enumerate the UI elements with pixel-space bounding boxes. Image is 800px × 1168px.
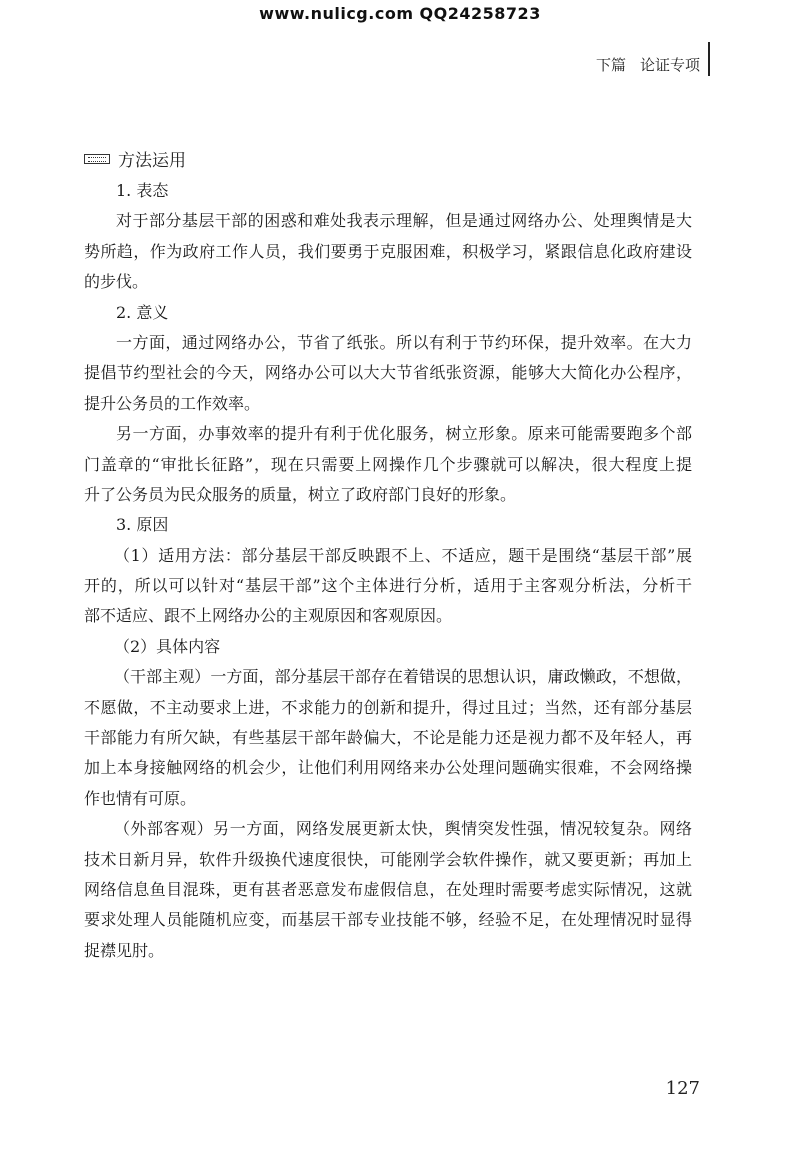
section-title: 方法运用: [118, 151, 186, 171]
text-line: 对于部分基层干部的困惑和难处我表示理解，但是通过网络办公、处理舆情是大: [116, 211, 692, 231]
text-line: 网络信息鱼目混珠，更有甚者恶意发布虚假信息，在处理时需要考虑实际情况，这就: [84, 879, 692, 899]
running-header: [596, 54, 700, 75]
text-line: 的步伐。: [84, 272, 149, 292]
header-rule: [708, 42, 710, 76]
text-line: （干部主观）一方面，部分基层干部存在着错误的思想认识，庸政懒政，不想做，: [114, 667, 692, 687]
text-line: 加上本身接触网络的机会少，让他们利用网络来办公处理问题确实很难，不会网络操: [84, 758, 692, 778]
text-line: 作也情有可原。: [84, 788, 197, 808]
text-line: 升了公务员为民众服务的质量，树立了政府部门良好的形象。: [84, 484, 517, 504]
text-line: （外部客观）另一方面，网络发展更新太快，舆情突发性强，情况较复杂。网络: [114, 819, 692, 839]
text-line: 一方面，通过网络办公，节省了纸张。所以有利于节约环保，提升效率。在大力: [116, 332, 692, 352]
text-line: 另一方面，办事效率的提升有利于优化服务，树立形象。原来可能需要跑多个部: [116, 424, 692, 444]
text-line: 技术日新月异，软件升级换代速度很快，可能刚学会软件操作，就又要更新；再加上: [84, 849, 692, 869]
watermark: www.nulicg.com QQ24258723: [259, 4, 541, 23]
section-heading: [84, 146, 186, 171]
text-line: 干部能力有所欠缺，有些基层干部年龄偏大，不论是能力还是视力都不及年轻人，再: [84, 728, 692, 748]
text-line: 捉襟见肘。: [84, 940, 165, 960]
text-line: 1. 表态: [116, 181, 169, 200]
text-line: 2. 意义: [116, 302, 169, 322]
text-line: 开的，所以可以针对“基层干部”这个主体进行分析，适用于主客观分析法，分析干: [84, 576, 692, 596]
page-number: 127: [665, 1078, 700, 1099]
header-part: 下篇: [595, 56, 626, 74]
text-line: 提升公务员的工作效率。: [84, 393, 261, 413]
header-section: 论证专项: [639, 56, 700, 74]
text-line: （1）适用方法：部分基层干部反映跟不上、不适应，题干是围绕“基层干部”展: [114, 545, 692, 565]
text-line: 势所趋，作为政府工作人员，我们要勇于克服困难，积极学习，紧跟信息化政府建设: [84, 241, 692, 261]
text-line: 门盖章的“审批长征路”，现在只需要上网操作几个步骤就可以解决，很大程度上提: [84, 454, 692, 474]
section-marker-icon: [84, 154, 110, 164]
text-line: 要求处理人员能随机应变，而基层干部专业技能不够，经验不足，在处理情况时显得: [84, 910, 692, 930]
text-line: 3. 原因: [116, 515, 169, 535]
body-text: [84, 176, 692, 966]
text-line: 提倡节约型社会的今天，网络办公可以大大节省纸张资源，能够大大简化办公程序，: [84, 363, 692, 383]
text-line: 部不适应、跟不上网络办公的主观原因和客观原因。: [84, 606, 453, 626]
text-line: 不愿做，不主动要求上进，不求能力的创新和提升，得过且过；当然，还有部分基层: [84, 697, 692, 717]
text-line: （2）具体内容: [114, 636, 221, 656]
